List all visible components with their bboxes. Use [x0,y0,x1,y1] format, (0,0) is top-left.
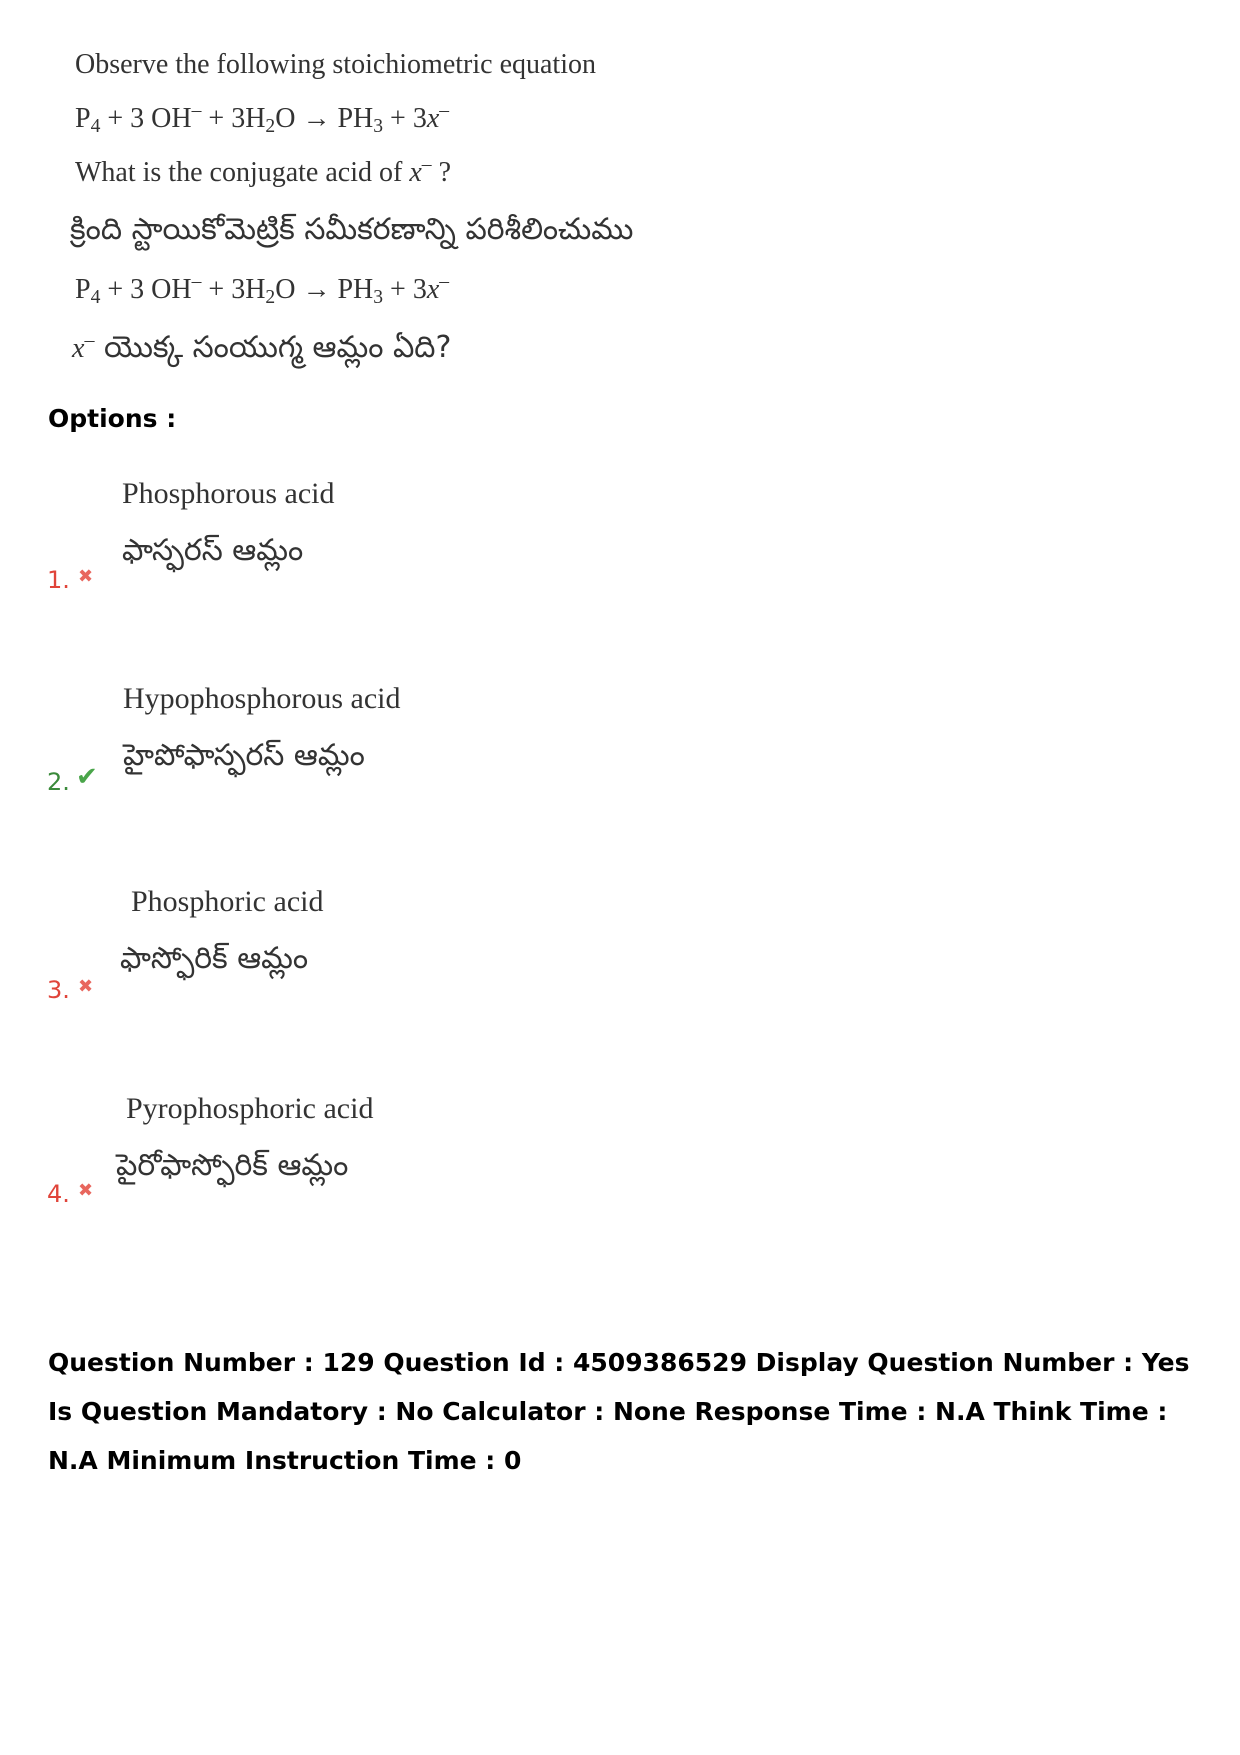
eq2-p: P [75,274,91,305]
equation-english [75,100,450,137]
eq2-neg2: – [439,271,450,293]
option-3-number: 3. [47,976,70,1004]
question-telugu-intro: క్రింది స్టాయికోమెట్రిక్ సమీకరణాన్ని పరిశీలించుము [70,212,634,247]
eq2-p-sub: 4 [90,286,101,308]
eq-p-sub: 4 [90,115,101,137]
cross-icon: ✖ [78,1180,94,1201]
option-1-english: Phosphorous acid [122,477,335,510]
eq-neg2: – [439,100,450,122]
eq-h2o-sub: 2 [265,115,276,137]
option-4-number: 4. [47,1180,70,1208]
eq2-h2o-sub: 2 [265,286,276,308]
check-icon: ✔ [76,762,98,792]
eq-mid3: O → PH [275,103,374,134]
question-telugu-ask [72,330,451,372]
question-metadata: Question Number : 129 Question Id : 4509386529 Display Question Number : Yes Is Question Mandatory : No Calculator : None Response Time : N.A Think Time : N.A Minimum Instruction Time : 0 [48,1348,1190,1475]
cross-icon: ✖ [78,976,94,997]
ask-prefix: What is the conjugate acid of [75,157,410,188]
options-label: Options : [48,404,177,433]
question-ask [75,154,451,189]
te-ask-neg: – [84,329,95,351]
te-ask-text: యొక్క సంయుగ్మ ఆమ్లం ఏది? [94,330,452,365]
question-intro: Observe the following stoichiometric equation [75,49,596,80]
cross-icon: ✖ [78,566,94,587]
eq2-neg1: – [191,271,202,293]
option-3-english: Phosphoric acid [131,885,324,918]
ask-neg: – [421,154,432,176]
option-2-number: 2. [47,768,70,796]
eq-mid4: + 3 [383,103,427,134]
te-ask-x: x [72,333,85,364]
eq-p: P [75,103,91,134]
option-2-english: Hypophosphorous acid [123,682,401,715]
eq-x: x [426,103,440,134]
option-4-english: Pyrophosphoric acid [126,1092,374,1125]
option-4-telugu: పైరోఫాస్ఫోరిక్ ఆమ్లం [116,1148,349,1183]
eq2-mid4: + 3 [383,274,427,305]
eq2-x: x [426,274,440,305]
equation-telugu-section [75,271,450,308]
ask-x: x [409,157,422,188]
option-1-telugu: ఫాస్ఫరస్ ఆమ్లం [122,533,304,568]
eq-neg1: – [191,100,202,122]
eq-mid1: + 3 OH [100,103,192,134]
eq2-ph3-sub: 3 [373,286,384,308]
eq-ph3-sub: 3 [373,115,384,137]
eq2-mid2: + 3H [201,274,266,305]
option-1-number: 1. [47,566,70,594]
option-2-telugu: హైపోఫాస్ఫరస్ ఆమ్లం [123,738,365,773]
eq2-mid3: O → PH [275,274,374,305]
ask-suffix: ? [431,157,451,188]
eq2-mid1: + 3 OH [100,274,192,305]
eq-mid2: + 3H [201,103,266,134]
option-3-telugu: ఫాస్ఫోరిక్ ఆమ్లం [120,941,309,976]
